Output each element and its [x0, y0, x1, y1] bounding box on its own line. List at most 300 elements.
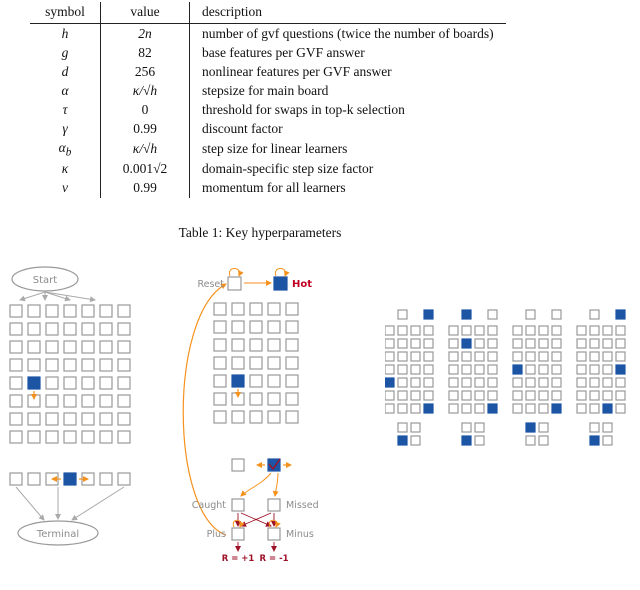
grid-cell — [118, 431, 130, 443]
grid-cell — [232, 303, 244, 315]
value-cell: 0.99 — [101, 179, 190, 198]
table-row — [30, 100, 506, 119]
grid-cell — [46, 305, 58, 317]
paddle-row-cell — [232, 459, 244, 471]
table-row — [30, 43, 506, 62]
grid-cell — [513, 378, 522, 387]
grid-cell — [603, 365, 612, 374]
grid-cell — [539, 391, 548, 400]
hot-label: Hot — [292, 279, 313, 290]
grid-cell — [475, 404, 484, 413]
mini-active-cell — [616, 365, 625, 374]
grid-cell — [475, 365, 484, 374]
hyperparameters-table — [30, 2, 506, 198]
transition-arrow — [20, 292, 45, 300]
grid-cell — [118, 341, 130, 353]
grid-cell — [214, 339, 226, 351]
transition-arrow — [45, 292, 95, 300]
grid-cell — [100, 431, 112, 443]
grid-cell — [268, 303, 280, 315]
grid-cell — [424, 365, 433, 374]
grid-cell — [552, 326, 561, 335]
grid-cell — [10, 413, 22, 425]
grid-cell — [82, 377, 94, 389]
grid-cell — [449, 404, 458, 413]
grid-cell — [526, 365, 535, 374]
grid-cell — [250, 411, 262, 423]
mini-active-cell — [488, 404, 497, 413]
grid-cell — [82, 431, 94, 443]
grid-cell — [64, 323, 76, 335]
grid-cell — [286, 375, 298, 387]
grid-cell — [590, 378, 599, 387]
transition-arrow — [72, 487, 124, 520]
grid-cell — [100, 413, 112, 425]
description-cell: nonlinear features per GVF answer — [202, 63, 392, 79]
grid-cell — [577, 326, 586, 335]
grid-cell — [385, 326, 394, 335]
table-row — [30, 62, 506, 81]
hot-cell — [274, 277, 287, 290]
col-header-description: description — [190, 2, 506, 24]
symbol-cell: $\alpha_b$ — [30, 138, 101, 160]
grid-cell — [28, 341, 40, 353]
table-caption: Table 1: Key hyperparameters — [178, 225, 342, 240]
grid-cell — [488, 391, 497, 400]
to-caught-arrow — [241, 473, 271, 496]
grid-cell — [449, 326, 458, 335]
symbol-cell: γ — [30, 119, 101, 138]
self-loop-arrow — [229, 269, 239, 277]
grid-cell — [232, 411, 244, 423]
plus-cell — [232, 528, 244, 540]
grid-cell — [603, 352, 612, 361]
paddle-cell — [64, 473, 76, 485]
grid-cell — [214, 303, 226, 315]
mini-terminal-cell — [475, 436, 484, 445]
table-row — [30, 138, 506, 160]
grid-cell — [526, 404, 535, 413]
grid-cell — [46, 323, 58, 335]
mini-terminal-cell — [462, 436, 471, 445]
grid-cell — [268, 411, 280, 423]
grid-cell — [411, 352, 420, 361]
mini-terminal-cell — [475, 423, 484, 432]
grid-cell — [100, 395, 112, 407]
symbol-cell: τ — [30, 100, 101, 119]
value-cell: κ/√h — [101, 81, 190, 100]
grid-cell — [10, 359, 22, 371]
grid-cell — [28, 431, 40, 443]
grid-cell — [616, 352, 625, 361]
mini-reset-cell — [462, 310, 471, 319]
grid-cell — [590, 404, 599, 413]
grid-cell — [214, 411, 226, 423]
grid-cell — [10, 305, 22, 317]
grid-cell — [286, 357, 298, 369]
grid-cell — [398, 326, 407, 335]
missed-cell — [268, 499, 280, 511]
grid-cell — [10, 395, 22, 407]
grid-cell — [603, 391, 612, 400]
mini-reset-cell — [526, 310, 535, 319]
grid-cell — [250, 393, 262, 405]
grid-cell — [28, 305, 40, 317]
value-cell: 0.001√2 — [101, 160, 190, 179]
grid-cell — [411, 391, 420, 400]
minus-cell — [268, 528, 280, 540]
grid-cell — [603, 339, 612, 348]
paddle-row-cell — [10, 473, 22, 485]
grid-cell — [475, 391, 484, 400]
grid-cell — [462, 378, 471, 387]
grid-cell — [616, 404, 625, 413]
grid-cell — [250, 357, 262, 369]
grid-cell — [385, 365, 394, 374]
grid-cell — [424, 339, 433, 348]
value-cell: 2n — [101, 24, 190, 44]
grid-cell — [449, 365, 458, 374]
grid-cell — [232, 321, 244, 333]
mini-active-cell — [385, 378, 394, 387]
grid-cell — [539, 365, 548, 374]
to-missed-arrow — [275, 473, 278, 496]
grid-cell — [232, 339, 244, 351]
grid-cell — [590, 339, 599, 348]
grid-cell — [449, 339, 458, 348]
paddle-row-cell — [118, 473, 130, 485]
grid-cell — [118, 323, 130, 335]
grid-cell — [616, 378, 625, 387]
grid-cell — [539, 378, 548, 387]
mini-terminal-cell — [398, 423, 407, 432]
grid-cell — [214, 393, 226, 405]
grid-cell — [411, 339, 420, 348]
grid-cell — [539, 339, 548, 348]
grid-cell — [539, 404, 548, 413]
mini-terminal-cell — [398, 436, 407, 445]
mini-terminal-cell — [462, 423, 471, 432]
grid-cell — [398, 339, 407, 348]
reward-plus-label: R = +1 — [221, 554, 255, 564]
mini-terminal-cell — [411, 436, 420, 445]
grid-cell — [552, 339, 561, 348]
table-header-row — [30, 2, 506, 24]
mini-terminal-cell — [603, 423, 612, 432]
grid-cell — [424, 352, 433, 361]
description-cell: discount factor — [202, 120, 283, 136]
symbol-cell: d — [30, 62, 101, 81]
grid-cell — [398, 365, 407, 374]
grid-cell — [268, 321, 280, 333]
mini-terminal-cell — [590, 436, 599, 445]
mini-reset-cell — [590, 310, 599, 319]
grid-cell — [424, 378, 433, 387]
grid-cell — [577, 352, 586, 361]
grid-cell — [46, 341, 58, 353]
grid-cell — [286, 303, 298, 315]
mini-terminal-cell — [539, 436, 548, 445]
grid-cell — [411, 365, 420, 374]
grid-cell — [385, 404, 394, 413]
grid-cell — [462, 352, 471, 361]
grid-cell — [82, 305, 94, 317]
grid-cell — [214, 357, 226, 369]
grid-cell — [46, 377, 58, 389]
grid-cell — [28, 359, 40, 371]
table-row — [30, 24, 506, 44]
grid-cell — [603, 378, 612, 387]
grid-cell — [268, 393, 280, 405]
grid-cell — [424, 326, 433, 335]
grid-cell — [250, 339, 262, 351]
grid-cell — [385, 339, 394, 348]
mini-hot-cell — [488, 310, 497, 319]
paddle-row-cell — [100, 473, 112, 485]
mini-board — [385, 310, 433, 445]
grid-cell — [64, 359, 76, 371]
grid-cell — [513, 391, 522, 400]
grid-cell — [10, 323, 22, 335]
grid-cell — [28, 323, 40, 335]
mini-terminal-cell — [526, 423, 535, 432]
grid-cell — [462, 326, 471, 335]
grid-cell — [526, 339, 535, 348]
description-cell: threshold for swaps in top-k selection — [202, 101, 405, 117]
grid-cell — [268, 375, 280, 387]
ball-cell — [28, 377, 40, 389]
col-header-value: value — [101, 2, 190, 24]
grid-cell — [539, 326, 548, 335]
grid-cell — [64, 413, 76, 425]
terminal-label: Terminal — [36, 529, 80, 540]
transition-arrow — [16, 487, 44, 520]
value-cell: κ/√h — [101, 138, 190, 160]
grid-cell — [475, 326, 484, 335]
grid-cell — [488, 378, 497, 387]
grid-cell — [475, 352, 484, 361]
grid-cell — [526, 378, 535, 387]
grid-cell — [46, 431, 58, 443]
value-cell: 0 — [101, 100, 190, 119]
mini-terminal-cell — [411, 423, 420, 432]
grid-cell — [268, 339, 280, 351]
grid-cell — [590, 365, 599, 374]
grid-cell — [385, 352, 394, 361]
grid-cell — [118, 395, 130, 407]
grid-cell — [449, 378, 458, 387]
grid-cell — [513, 404, 522, 413]
grid-cell — [616, 326, 625, 335]
ball-cell — [232, 375, 244, 387]
description-cell: domain-specific step size factor — [202, 161, 374, 177]
grid-cell — [411, 326, 420, 335]
grid-cell — [100, 377, 112, 389]
symbol-cell: κ — [30, 160, 101, 179]
grid-cell — [398, 391, 407, 400]
grid-cell — [10, 341, 22, 353]
grid-cell — [118, 413, 130, 425]
grid-cell — [577, 378, 586, 387]
grid-cell — [539, 352, 548, 361]
grid-cell — [10, 431, 22, 443]
mini-active-cell — [424, 404, 433, 413]
paddle-row-cell — [28, 473, 40, 485]
grid-cell — [552, 365, 561, 374]
grid-cell — [385, 391, 394, 400]
mini-terminal-cell — [590, 423, 599, 432]
grid-cell — [118, 305, 130, 317]
grid-cell — [64, 377, 76, 389]
grid-cell — [424, 391, 433, 400]
table-row — [30, 81, 506, 100]
mini-hot-cell — [424, 310, 433, 319]
grid-cell — [250, 303, 262, 315]
grid-cell — [100, 341, 112, 353]
caught-label: Caught — [191, 500, 226, 511]
mini-hot-cell — [616, 310, 625, 319]
start-label: Start — [32, 275, 58, 286]
reset-cell — [228, 277, 241, 290]
description-cell: base features per GVF answer — [202, 44, 365, 60]
grid-cell — [526, 352, 535, 361]
grid-cell — [526, 391, 535, 400]
value-cell: 256 — [101, 62, 190, 81]
grid-cell — [590, 391, 599, 400]
grid-cell — [513, 339, 522, 348]
catch-game-board-diagram — [0, 263, 150, 590]
plus-label: Plus — [206, 529, 226, 540]
description-cell: number of gvf questions (twice the number of boards) — [202, 25, 494, 41]
grid-cell — [488, 326, 497, 335]
grid-cell — [449, 391, 458, 400]
transition-arrow — [45, 292, 70, 300]
grid-cell — [590, 352, 599, 361]
grid-cell — [475, 339, 484, 348]
value-cell: 0.99 — [101, 119, 190, 138]
grid-cell — [46, 359, 58, 371]
grid-cell — [398, 378, 407, 387]
mini-board — [577, 310, 625, 445]
symbol-cell: ν — [30, 179, 101, 198]
description-cell: momentum for all learners — [202, 180, 346, 196]
caught-cell — [232, 499, 244, 511]
value-cell: 82 — [101, 43, 190, 62]
grid-cell — [398, 404, 407, 413]
grid-cell — [10, 377, 22, 389]
grid-cell — [46, 413, 58, 425]
grid-cell — [577, 339, 586, 348]
grid-cell — [616, 391, 625, 400]
grid-cell — [488, 339, 497, 348]
grid-cell — [64, 341, 76, 353]
grid-cell — [449, 352, 458, 361]
grid-cell — [286, 411, 298, 423]
mini-boards-diagram — [385, 263, 635, 590]
grid-cell — [488, 352, 497, 361]
mini-active-cell — [552, 404, 561, 413]
grid-cell — [46, 395, 58, 407]
grid-cell — [475, 378, 484, 387]
grid-cell — [616, 339, 625, 348]
missed-label: Missed — [286, 500, 319, 511]
grid-cell — [462, 404, 471, 413]
mini-active-cell — [462, 339, 471, 348]
grid-cell — [82, 341, 94, 353]
mini-terminal-cell — [603, 436, 612, 445]
mini-board — [449, 310, 497, 445]
grid-cell — [268, 357, 280, 369]
grid-cell — [552, 378, 561, 387]
grid-cell — [118, 377, 130, 389]
description-cell: step size for linear learners — [202, 140, 348, 156]
symbol-cell: g — [30, 43, 101, 62]
grid-cell — [488, 365, 497, 374]
grid-cell — [577, 365, 586, 374]
grid-cell — [250, 321, 262, 333]
grid-cell — [64, 305, 76, 317]
mini-terminal-cell — [526, 436, 535, 445]
grid-cell — [82, 323, 94, 335]
mini-reset-cell — [398, 310, 407, 319]
table-row — [30, 119, 506, 138]
minus-label: Minus — [286, 529, 314, 540]
mdp-transition-diagram — [168, 263, 353, 590]
grid-cell — [398, 352, 407, 361]
grid-cell — [513, 352, 522, 361]
grid-cell — [526, 326, 535, 335]
grid-cell — [286, 339, 298, 351]
reset-label: Reset — [197, 279, 224, 290]
grid-cell — [552, 352, 561, 361]
grid-cell — [552, 391, 561, 400]
grid-cell — [64, 431, 76, 443]
grid-cell — [411, 404, 420, 413]
col-header-symbol: symbol — [30, 2, 101, 24]
symbol-cell: α — [30, 81, 101, 100]
mini-active-cell — [603, 404, 612, 413]
grid-cell — [462, 365, 471, 374]
grid-cell — [286, 321, 298, 333]
description-cell: stepsize for main board — [202, 82, 329, 98]
grid-cell — [577, 404, 586, 413]
grid-cell — [100, 305, 112, 317]
grid-cell — [28, 413, 40, 425]
grid-cell — [590, 326, 599, 335]
grid-cell — [82, 395, 94, 407]
mini-active-cell — [513, 365, 522, 374]
grid-cell — [232, 357, 244, 369]
reward-minus-label: R = -1 — [259, 554, 289, 564]
grid-cell — [214, 375, 226, 387]
grid-cell — [118, 359, 130, 371]
grid-cell — [462, 391, 471, 400]
grid-cell — [286, 393, 298, 405]
self-loop-arrow — [275, 269, 285, 277]
grid-cell — [603, 326, 612, 335]
grid-cell — [214, 321, 226, 333]
mini-board — [513, 310, 561, 445]
mini-hot-cell — [552, 310, 561, 319]
grid-cell — [82, 413, 94, 425]
grid-cell — [82, 359, 94, 371]
mini-terminal-cell — [539, 423, 548, 432]
table-row — [30, 160, 506, 179]
symbol-cell: h — [30, 24, 101, 44]
grid-cell — [250, 375, 262, 387]
grid-cell — [577, 391, 586, 400]
table-row — [30, 179, 506, 198]
